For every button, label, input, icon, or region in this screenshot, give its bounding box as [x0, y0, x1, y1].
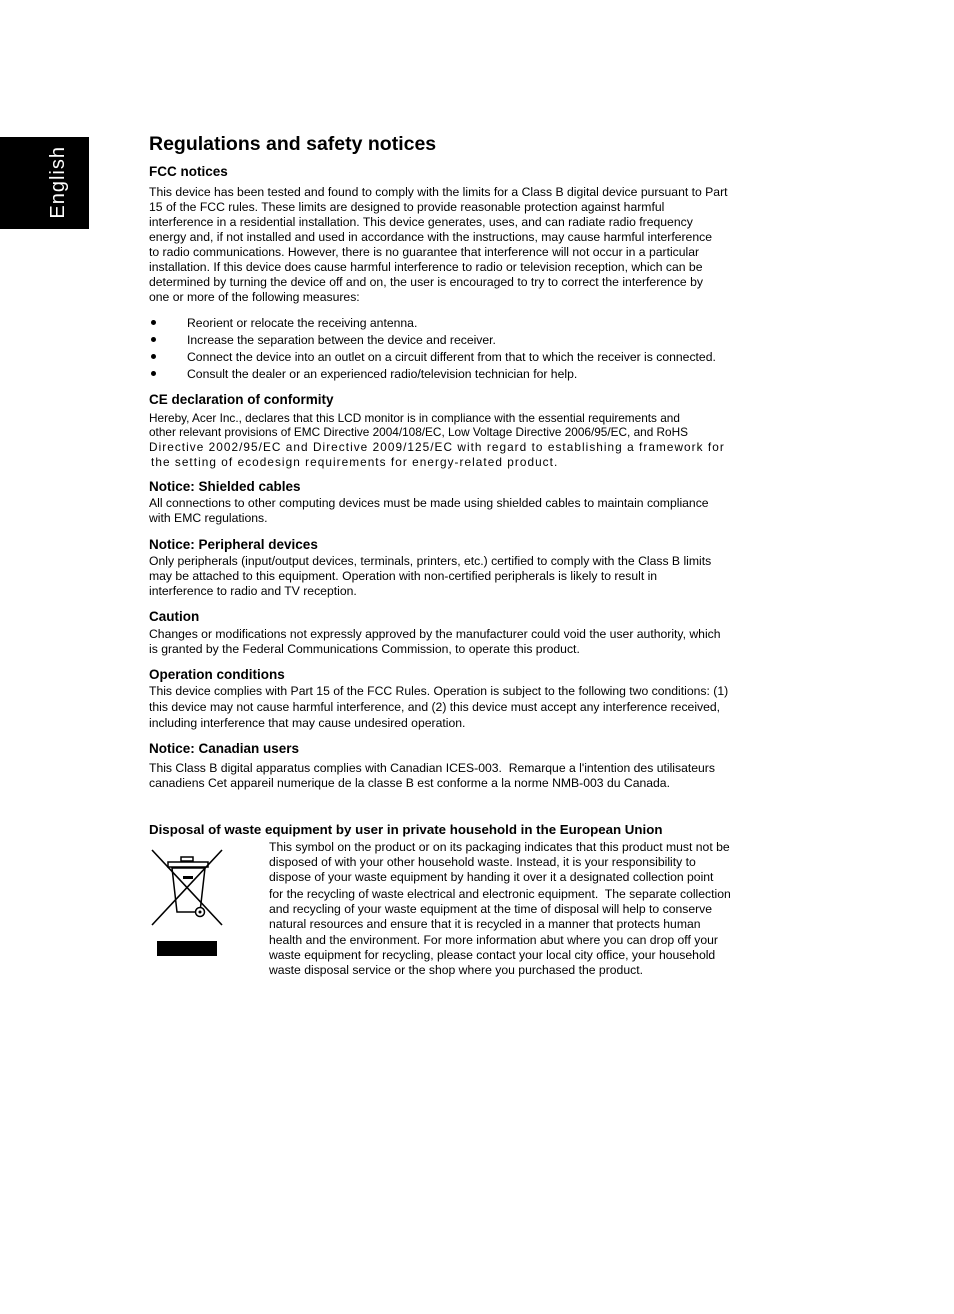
text-line: dispose of your waste equipment by handing it over it a designated collection point: [269, 870, 714, 884]
text-line: this device may not cause harmful interference, and (2) this device must accept any interference received,: [149, 700, 721, 714]
list-item-text: Reorient or relocate the receiving antenna.: [187, 315, 418, 330]
list-item: [149, 366, 716, 383]
text-line: energy and, if not installed and used in accordance with the instructions, may cause harmful interference: [149, 229, 712, 244]
bullet-icon: [151, 371, 156, 376]
list-item-text: Connect the device into an outlet on a circuit different from that to which the receiver is connected.: [187, 349, 716, 364]
crossed-out-wheeled-bin-icon: [148, 846, 228, 958]
list-item: [149, 349, 716, 366]
text-line: determined by turning the device off and on, the user is encouraged to try to correct the interference by: [149, 274, 703, 289]
list-item-text: Consult the dealer or an experienced radio/television technician for help.: [187, 366, 578, 381]
fcc-heading: FCC notices: [149, 164, 228, 179]
bin-handle: [181, 857, 193, 861]
text-line: is granted by the Federal Communications Commission, to operate this product.: [149, 641, 580, 656]
text-line: for the recycling of waste electrical and electronic equipment. The separate collection: [269, 886, 731, 901]
canadian-heading: Notice: Canadian users: [149, 741, 300, 756]
bullet-icon: [151, 354, 156, 359]
list-item: [149, 315, 716, 332]
text-line: natural resources and ensure that it is recycled in a manner that protects human: [269, 917, 701, 932]
text-line: disposed of with your other household waste. Instead, it is your responsibility to: [269, 854, 696, 869]
text-line: to radio communications. However, there is no guarantee that interference will not occur in a particular: [149, 244, 700, 259]
text-line: may be attached to this equipment. Operation with non-certified peripherals is likely to result in: [149, 568, 658, 583]
shielded-paragraph: [149, 496, 709, 526]
text-line: This symbol on the product or on its packaging indicates that this product must not be: [269, 839, 730, 854]
text-line: waste disposal service or the shop where you purchased the product.: [269, 963, 643, 977]
list-item: [149, 332, 716, 349]
bin-mark: [183, 876, 193, 879]
fcc-paragraph: [149, 185, 728, 305]
text-line: Hereby, Acer Inc., declares that this LCD monitor is in compliance with the essential requirements and: [149, 410, 680, 425]
operation-paragraph: [149, 683, 728, 731]
text-line: including interference that may cause undesired operation.: [149, 716, 466, 730]
peripheral-heading: Notice: Peripheral devices: [149, 537, 318, 552]
text-line: waste equipment for recycling, please contact your local city office, your household: [269, 947, 716, 962]
list-item-text: Increase the separation between the device and receiver.: [187, 332, 496, 347]
text-line: and recycling of your waste equipment at the time of disposal will help to conserve: [269, 902, 713, 916]
text-line: Changes or modifications not expressly approved by the manufacturer could void the user authority, which: [149, 626, 721, 641]
peripheral-paragraph: [149, 554, 711, 599]
fcc-measures-list: [149, 315, 716, 383]
caution-paragraph: [149, 627, 721, 657]
shielded-heading: Notice: Shielded cables: [149, 479, 301, 494]
disposal-heading: Disposal of waste equipment by user in private household in the European Union: [149, 822, 663, 837]
operation-heading: Operation conditions: [149, 667, 285, 682]
caution-heading: Caution: [149, 609, 200, 624]
text-line: All connections to other computing devices must be made using shielded cables to maintain compliance: [149, 495, 709, 510]
language-tab: [0, 137, 89, 229]
text-line: health and the environment. For more information abut where you can drop off your: [269, 932, 718, 947]
text-line: interference to radio and TV reception.: [149, 583, 357, 598]
text-line: interference in a residential installation. This device generates, uses, and can radiate radio frequency: [149, 214, 693, 229]
text-line: the setting of ecodesign requirements for energy-related product.: [151, 454, 559, 469]
ce-paragraph: [149, 411, 725, 470]
text-line: This device complies with Part 15 of the FCC Rules. Operation is subject to the following two conditions: (1): [149, 684, 729, 698]
bin-lid: [168, 862, 208, 867]
ce-heading: CE declaration of conformity: [149, 392, 334, 407]
text-line: with EMC regulations.: [149, 510, 268, 525]
bullet-icon: [151, 320, 156, 325]
text-line: Directive 2002/95/EC and Directive 2009/125/EC with regard to establishing a framework for: [149, 439, 725, 454]
text-line: installation. If this device does cause harmful interference to radio or television reception, which can be: [149, 259, 703, 274]
text-line: other relevant provisions of EMC Directive 2004/108/EC, Low Voltage Directive 2006/95/EC, and RoHS: [149, 425, 689, 440]
canadian-paragraph: [149, 761, 715, 791]
text-line: canadiens Cet appareil numerique de la classe B est conforme a la norme NMB-003 du Canada.: [149, 775, 670, 790]
text-line: one or more of the following measures:: [149, 289, 360, 304]
bullet-icon: [151, 337, 156, 342]
text-line: This device has been tested and found to comply with the limits for a Class B digital device pursuant to Part: [149, 184, 728, 199]
bin-wheel-hub: [199, 911, 202, 914]
language-tab-label: English: [47, 146, 69, 219]
text-line: This Class B digital apparatus complies with Canadian ICES-003. Remarque a l'intention des utilisateurs: [149, 760, 715, 775]
disposal-paragraph: [269, 840, 731, 979]
text-line: Only peripherals (input/output devices, terminals, printers, etc.) certified to comply with the Class B limits: [149, 553, 712, 568]
text-line: 15 of the FCC rules. These limits are designed to provide reasonable protection against harmful: [149, 199, 665, 214]
weee-bar: [157, 941, 217, 956]
page-title: Regulations and safety notices: [149, 133, 437, 155]
